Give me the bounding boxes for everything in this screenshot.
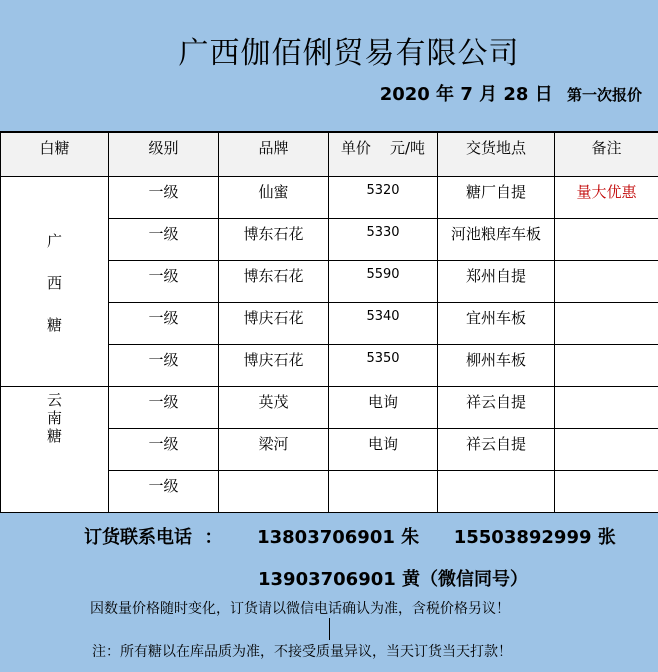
brand-cell: 博东石花 [219, 260, 329, 302]
category-guangxi: 广 西 糖 [1, 176, 109, 386]
remark-cell [555, 218, 658, 260]
location-cell: 糖厂自提 [438, 176, 555, 218]
grade-cell: 一级 [109, 428, 219, 470]
grade-cell: 一级 [109, 302, 219, 344]
price-cell: 5590 [329, 260, 438, 302]
price-change-notice: 因数量价格随时变化，订货请以微信电话确认为准，含税价格另议！ [90, 598, 510, 618]
remark-cell: 量大优惠 [555, 176, 658, 218]
grade-cell: 一级 [109, 344, 219, 386]
column-header-remark: 备注 [555, 132, 658, 176]
column-header-price: 单价 元/吨 [329, 132, 438, 176]
price-cell [329, 470, 438, 512]
header [0, 0, 658, 131]
brand-cell: 博东石花 [219, 218, 329, 260]
quality-notice: 注：所有糖以在库品质为准，不接受质量异议，当天订货当天打款！ [92, 641, 512, 661]
location-cell: 祥云自提 [438, 428, 555, 470]
remark-cell [555, 260, 658, 302]
remark-cell [555, 302, 658, 344]
price-cell: 5320 [329, 176, 438, 218]
remark-cell [555, 428, 658, 470]
order-phone-2: 15503892999 张 [454, 527, 616, 548]
category-yunnan: 云 南 糖 [1, 386, 109, 512]
grade-cell: 一级 [109, 218, 219, 260]
location-cell: 河池粮库车板 [438, 218, 555, 260]
price-cell: 5330 [329, 218, 438, 260]
grade-cell: 一级 [109, 260, 219, 302]
grade-cell: 一级 [109, 176, 219, 218]
footer [0, 512, 658, 672]
brand-cell [219, 470, 329, 512]
price-cell: 电询 [329, 386, 438, 428]
brand-cell: 仙蜜 [219, 176, 329, 218]
order-phone-3: 13903706901 黄（微信同号） [258, 565, 528, 591]
table-row [1, 386, 658, 428]
date-line [380, 80, 642, 106]
location-cell: 宜州车板 [438, 302, 555, 344]
price-table [0, 131, 658, 513]
quote-edition: 第一次报价 [567, 86, 642, 104]
table-header-row [1, 132, 658, 176]
brand-cell: 博庆石花 [219, 302, 329, 344]
brand-cell: 梁河 [219, 428, 329, 470]
table-row [1, 176, 658, 218]
text-cursor [329, 618, 330, 640]
location-cell: 郑州自提 [438, 260, 555, 302]
price-cell: 电询 [329, 428, 438, 470]
order-phone-1: 13803706901 朱 [257, 527, 419, 548]
price-cell: 5340 [329, 302, 438, 344]
remark-cell [555, 386, 658, 428]
location-cell [438, 470, 555, 512]
remark-cell [555, 470, 658, 512]
order-contact-line [84, 523, 616, 549]
column-header-location: 交货地点 [438, 132, 555, 176]
grade-cell: 一级 [109, 386, 219, 428]
quote-date: 2020 年 7 月 28 日 [380, 84, 553, 105]
column-header-brand: 品牌 [219, 132, 329, 176]
location-cell: 祥云自提 [438, 386, 555, 428]
column-header-sugar: 白糖 [1, 132, 109, 176]
location-cell: 柳州车板 [438, 344, 555, 386]
grade-cell: 一级 [109, 470, 219, 512]
brand-cell: 英茂 [219, 386, 329, 428]
column-header-grade: 级别 [109, 132, 219, 176]
order-phone-label: 订货联系电话 ： [84, 527, 223, 548]
company-title: 广西伽佰俐贸易有限公司 [0, 28, 658, 72]
remark-cell [555, 344, 658, 386]
price-cell: 5350 [329, 344, 438, 386]
brand-cell: 博庆石花 [219, 344, 329, 386]
